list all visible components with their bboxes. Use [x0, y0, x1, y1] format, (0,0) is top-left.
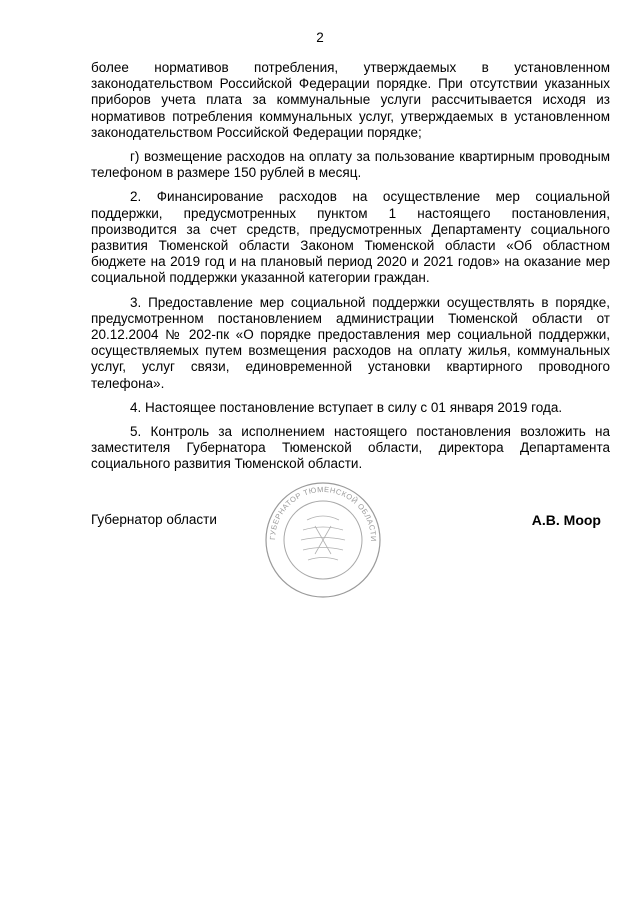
paragraph-2: 2. Финансирование расходов на осуществление мер социальной поддержки, предусмотренных пунктом 1 настоящего постановления, производится за счет средств, предусмотренных Департаменту социального развития Тюменской области Законом Тюменской области «Об областном бюджете на 2019 год и на плановый период 2020 и 2021 годов» на оказание мер социальной поддержки указанной категории граждан. — [91, 189, 610, 286]
paragraph-continuation: более нормативов потребления, утверждаемых в установленном законодательством Российской Федерации порядке. При отсутствии указанных приборов учета плата за коммунальные услуги рассчитывается исходя из нормативов потребления коммунальных услуг, утверждаемых в установленном законодательством Российской Федерации порядке; — [91, 60, 610, 140]
official-seal — [263, 480, 383, 600]
paragraph-item-g: г) возмещение расходов на оплату за пользование квартирным проводным телефоном в размере 150 рублей в месяц. — [91, 149, 610, 181]
signatory-title: Губернатор области — [91, 512, 217, 527]
paragraph-4: 4. Настоящее постановление вступает в силу с 01 января 2019 года. — [130, 399, 563, 415]
paragraph-5: 5. Контроль за исполнением настоящего постановления возложить на заместителя Губернатора Тюменской области, директора Департамента социального развития Тюменской области. — [91, 424, 610, 472]
paragraph-3: 3. Предоставление мер социальной поддержки осуществлять в порядке, предусмотренном постановлением администрации Тюменской области от 20.12.2004 № 202-пк «О порядке предоставления мер социальной поддержки, осуществляемых путем возмещения расходов на оплату жилья, коммунальных услуг, услуг связи, единовременной установки квартирного проводного телефона». — [91, 294, 610, 391]
document-body — [91, 60, 610, 481]
page-number: 2 — [316, 30, 324, 45]
seal-ring-text: ГУБЕРНАТОР ТЮМЕНСКОЙ ОБЛАСТИ — [267, 484, 379, 542]
signatory-name: А.В. Моор — [531, 512, 601, 528]
signature-block — [91, 480, 610, 600]
